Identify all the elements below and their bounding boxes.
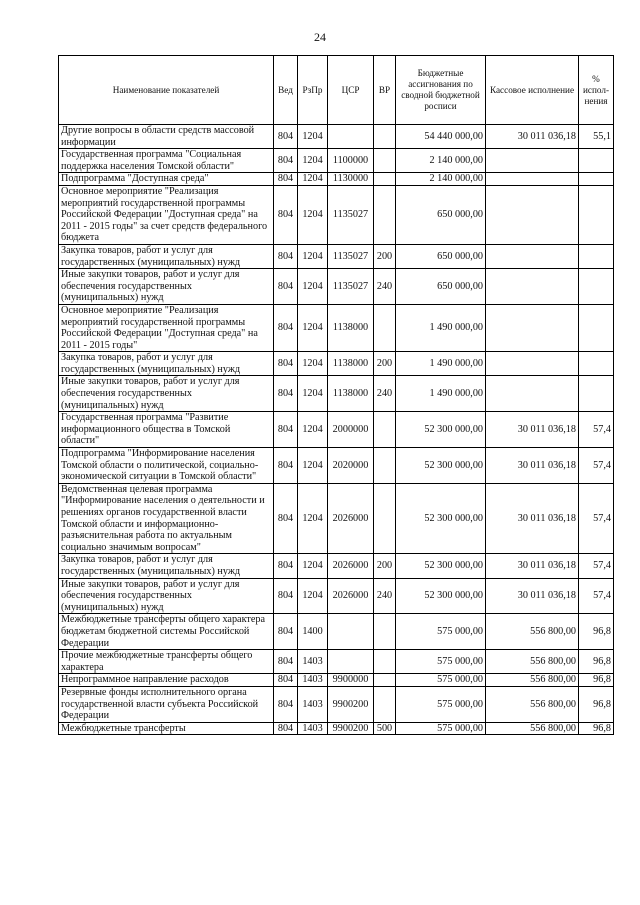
- cell-ved: 804: [274, 149, 298, 173]
- cell-csr: 2026000: [328, 578, 374, 614]
- cell-rzpr: 1204: [298, 149, 328, 173]
- cell-percent: [579, 304, 614, 351]
- table-row: [59, 304, 614, 351]
- cell-cash-execution: 30 011 036,18: [486, 448, 579, 484]
- cell-ved: 804: [274, 376, 298, 412]
- cell-cash-execution: 30 011 036,18: [486, 125, 579, 149]
- cell-name: Другие вопросы в области средств массовой информации: [59, 125, 274, 149]
- cell-vr: [374, 483, 396, 554]
- cell-rzpr: 1403: [298, 686, 328, 722]
- cell-cash-execution: [486, 173, 579, 186]
- cell-name: Закупка товаров, работ и услуг для государственных (муниципальных) нужд: [59, 352, 274, 376]
- table-row: [59, 614, 614, 650]
- cell-assignments: 575 000,00: [396, 686, 486, 722]
- cell-percent: 96,8: [579, 686, 614, 722]
- cell-ved: 804: [274, 614, 298, 650]
- cell-name: Иные закупки товаров, работ и услуг для обеспечения государственных (муниципальных) нужд: [59, 269, 274, 305]
- cell-cash-execution: [486, 269, 579, 305]
- cell-assignments: 52 300 000,00: [396, 554, 486, 578]
- table-row: [59, 448, 614, 484]
- table-row: [59, 376, 614, 412]
- cell-vr: 200: [374, 554, 396, 578]
- cell-percent: 57,4: [579, 554, 614, 578]
- cell-percent: [579, 173, 614, 186]
- cell-percent: [579, 352, 614, 376]
- cell-rzpr: 1204: [298, 554, 328, 578]
- cell-name: Государственная программа "Социальная поддержка населения Томской области": [59, 149, 274, 173]
- cell-rzpr: 1204: [298, 304, 328, 351]
- cell-vr: 500: [374, 722, 396, 735]
- cell-rzpr: 1204: [298, 269, 328, 305]
- table-row: [59, 412, 614, 448]
- cell-rzpr: 1204: [298, 185, 328, 244]
- cell-percent: [579, 269, 614, 305]
- cell-assignments: 650 000,00: [396, 244, 486, 268]
- cell-vr: [374, 650, 396, 674]
- cell-name: Иные закупки товаров, работ и услуг для обеспечения государственных (муниципальных) нужд: [59, 376, 274, 412]
- cell-csr: 1130000: [328, 173, 374, 186]
- cell-rzpr: 1204: [298, 483, 328, 554]
- cell-name: Иные закупки товаров, работ и услуг для обеспечения государственных (муниципальных) нужд: [59, 578, 274, 614]
- cell-vr: [374, 149, 396, 173]
- header-assignments: Бюджетные ассигнования по сводной бюджетной росписи: [396, 56, 486, 125]
- cell-name: Государственная программа "Развитие информационного общества в Томской области": [59, 412, 274, 448]
- cell-cash-execution: [486, 149, 579, 173]
- cell-cash-execution: 556 800,00: [486, 674, 579, 687]
- budget-table: [58, 55, 614, 735]
- cell-ved: 804: [274, 483, 298, 554]
- cell-cash-execution: 556 800,00: [486, 650, 579, 674]
- cell-assignments: 52 300 000,00: [396, 483, 486, 554]
- cell-ved: 804: [274, 412, 298, 448]
- table-row: [59, 674, 614, 687]
- cell-assignments: 575 000,00: [396, 614, 486, 650]
- cell-vr: [374, 674, 396, 687]
- cell-rzpr: 1204: [298, 578, 328, 614]
- cell-ved: 804: [274, 173, 298, 186]
- cell-csr: 1135027: [328, 244, 374, 268]
- cell-vr: [374, 304, 396, 351]
- cell-csr: 1100000: [328, 149, 374, 173]
- cell-assignments: 1 490 000,00: [396, 352, 486, 376]
- cell-ved: 804: [274, 448, 298, 484]
- header-csr: ЦСР: [328, 56, 374, 125]
- table-header-row: [59, 56, 614, 125]
- table-row: [59, 554, 614, 578]
- cell-vr: 240: [374, 578, 396, 614]
- cell-ved: 804: [274, 352, 298, 376]
- cell-percent: 96,8: [579, 650, 614, 674]
- table-body: [59, 125, 614, 735]
- header-vr: ВР: [374, 56, 396, 125]
- cell-assignments: 575 000,00: [396, 650, 486, 674]
- cell-assignments: 54 440 000,00: [396, 125, 486, 149]
- cell-percent: [579, 244, 614, 268]
- cell-rzpr: 1204: [298, 244, 328, 268]
- cell-percent: 57,4: [579, 483, 614, 554]
- cell-cash-execution: 30 011 036,18: [486, 483, 579, 554]
- header-percent: % испол-нения: [579, 56, 614, 125]
- cell-cash-execution: 556 800,00: [486, 614, 579, 650]
- cell-rzpr: 1204: [298, 125, 328, 149]
- cell-percent: 96,8: [579, 674, 614, 687]
- cell-csr: 2026000: [328, 554, 374, 578]
- cell-ved: 804: [274, 269, 298, 305]
- cell-assignments: 52 300 000,00: [396, 448, 486, 484]
- cell-cash-execution: 30 011 036,18: [486, 412, 579, 448]
- cell-name: Основное мероприятие "Реализация мероприятий государственной программы Российской Федерации "Доступная среда" на 2011 - 2015 годы": [59, 304, 274, 351]
- table-row: [59, 173, 614, 186]
- table-row: [59, 578, 614, 614]
- cell-ved: 804: [274, 578, 298, 614]
- cell-vr: [374, 173, 396, 186]
- cell-rzpr: 1204: [298, 412, 328, 448]
- page-number: 24: [314, 30, 326, 44]
- cell-csr: 2000000: [328, 412, 374, 448]
- cell-rzpr: 1403: [298, 722, 328, 735]
- cell-percent: [579, 376, 614, 412]
- cell-percent: 57,4: [579, 448, 614, 484]
- cell-csr: 9900200: [328, 722, 374, 735]
- cell-percent: 96,8: [579, 614, 614, 650]
- cell-percent: 96,8: [579, 722, 614, 735]
- cell-rzpr: 1403: [298, 650, 328, 674]
- table-row: [59, 352, 614, 376]
- cell-name: Закупка товаров, работ и услуг для государственных (муниципальных) нужд: [59, 554, 274, 578]
- cell-rzpr: 1403: [298, 674, 328, 687]
- cell-assignments: 52 300 000,00: [396, 578, 486, 614]
- cell-name: Межбюджетные трансферты: [59, 722, 274, 735]
- cell-csr: 9900200: [328, 686, 374, 722]
- cell-cash-execution: [486, 185, 579, 244]
- cell-vr: [374, 185, 396, 244]
- cell-assignments: 650 000,00: [396, 269, 486, 305]
- cell-rzpr: 1204: [298, 376, 328, 412]
- cell-vr: 200: [374, 352, 396, 376]
- cell-vr: 200: [374, 244, 396, 268]
- cell-cash-execution: [486, 244, 579, 268]
- cell-rzpr: 1204: [298, 352, 328, 376]
- cell-rzpr: 1204: [298, 173, 328, 186]
- cell-vr: [374, 448, 396, 484]
- cell-ved: 804: [274, 244, 298, 268]
- cell-percent: [579, 185, 614, 244]
- cell-vr: [374, 686, 396, 722]
- cell-cash-execution: 30 011 036,18: [486, 578, 579, 614]
- table-row: [59, 650, 614, 674]
- cell-name: Закупка товаров, работ и услуг для государственных (муниципальных) нужд: [59, 244, 274, 268]
- cell-rzpr: 1204: [298, 448, 328, 484]
- table-row: [59, 149, 614, 173]
- cell-percent: [579, 149, 614, 173]
- cell-vr: [374, 125, 396, 149]
- cell-name: Непрограммное направление расходов: [59, 674, 274, 687]
- header-cash-execution: Кассовое исполнение: [486, 56, 579, 125]
- cell-cash-execution: 556 800,00: [486, 686, 579, 722]
- cell-name: Резервные фонды исполнительного органа государственной власти субъекта Российской Федерации: [59, 686, 274, 722]
- table-row: [59, 483, 614, 554]
- cell-csr: 2026000: [328, 483, 374, 554]
- cell-csr: 1135027: [328, 185, 374, 244]
- table-row: [59, 686, 614, 722]
- cell-ved: 804: [274, 554, 298, 578]
- cell-rzpr: 1400: [298, 614, 328, 650]
- cell-vr: [374, 412, 396, 448]
- cell-percent: 55,1: [579, 125, 614, 149]
- cell-cash-execution: [486, 376, 579, 412]
- cell-name: Основное мероприятие "Реализация мероприятий государственной программы Российской Федерации "Доступная среда" на 2011 - 2015 годы" за счет средств федерального бюджета: [59, 185, 274, 244]
- cell-ved: 804: [274, 304, 298, 351]
- cell-name: Ведомственная целевая программа "Информирование населения о деятельности и решениях органов государственной власти Томской области и информационно-разъяснительная работа по актуальным социально значимым вопросам": [59, 483, 274, 554]
- cell-assignments: 650 000,00: [396, 185, 486, 244]
- cell-ved: 804: [274, 650, 298, 674]
- cell-csr: 9900000: [328, 674, 374, 687]
- table-row: [59, 125, 614, 149]
- cell-percent: 57,4: [579, 578, 614, 614]
- table-row: [59, 185, 614, 244]
- cell-assignments: 575 000,00: [396, 722, 486, 735]
- cell-csr: [328, 125, 374, 149]
- cell-ved: 804: [274, 185, 298, 244]
- cell-assignments: 2 140 000,00: [396, 149, 486, 173]
- cell-vr: [374, 614, 396, 650]
- header-name: Наименование показателей: [59, 56, 274, 125]
- cell-csr: 1138000: [328, 376, 374, 412]
- cell-name: Межбюджетные трансферты общего характера бюджетам бюджетной системы Российской Федерации: [59, 614, 274, 650]
- cell-ved: 804: [274, 125, 298, 149]
- cell-csr: 2020000: [328, 448, 374, 484]
- cell-assignments: 2 140 000,00: [396, 173, 486, 186]
- cell-assignments: 575 000,00: [396, 674, 486, 687]
- table-row: [59, 244, 614, 268]
- cell-csr: 1138000: [328, 352, 374, 376]
- cell-assignments: 1 490 000,00: [396, 304, 486, 351]
- cell-cash-execution: 30 011 036,18: [486, 554, 579, 578]
- cell-ved: 804: [274, 674, 298, 687]
- cell-ved: 804: [274, 722, 298, 735]
- cell-cash-execution: [486, 352, 579, 376]
- cell-name: Прочие межбюджетные трансферты общего характера: [59, 650, 274, 674]
- cell-csr: 1135027: [328, 269, 374, 305]
- cell-percent: 57,4: [579, 412, 614, 448]
- table-row: [59, 722, 614, 735]
- table-row: [59, 269, 614, 305]
- cell-vr: 240: [374, 269, 396, 305]
- cell-assignments: 1 490 000,00: [396, 376, 486, 412]
- cell-csr: [328, 650, 374, 674]
- cell-name: Подпрограмма "Доступная среда": [59, 173, 274, 186]
- header-rzpr: РзПр: [298, 56, 328, 125]
- header-ved: Вед: [274, 56, 298, 125]
- cell-cash-execution: [486, 304, 579, 351]
- cell-csr: [328, 614, 374, 650]
- cell-ved: 804: [274, 686, 298, 722]
- cell-cash-execution: 556 800,00: [486, 722, 579, 735]
- cell-assignments: 52 300 000,00: [396, 412, 486, 448]
- cell-vr: 240: [374, 376, 396, 412]
- cell-name: Подпрограмма "Информирование населения Томской области о политической, социально-экономической ситуации в Томской области": [59, 448, 274, 484]
- cell-csr: 1138000: [328, 304, 374, 351]
